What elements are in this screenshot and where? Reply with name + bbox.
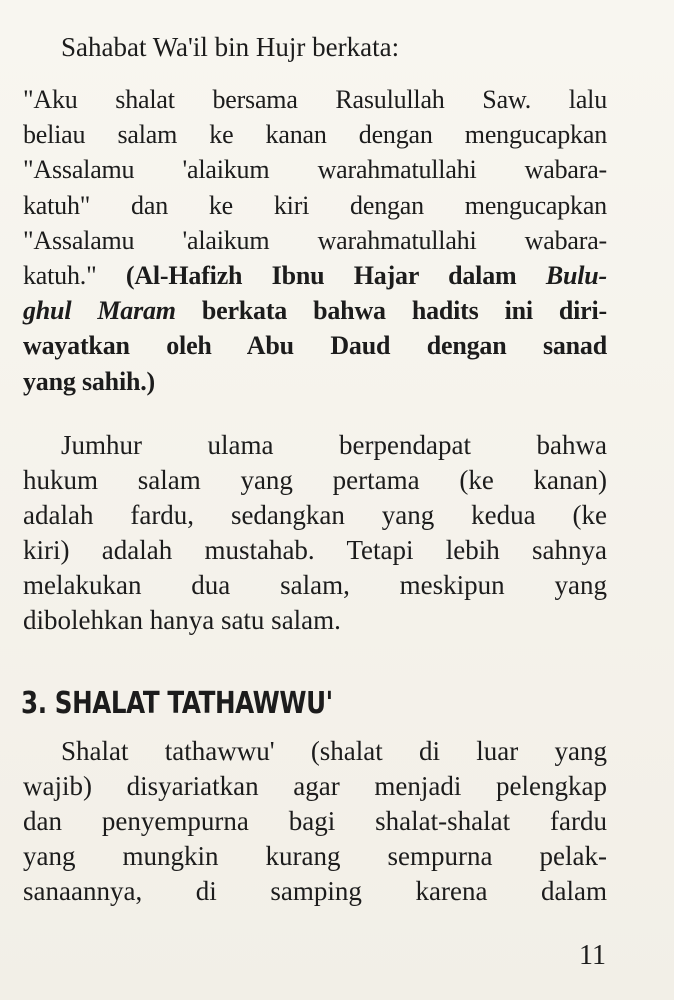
quote-line-plain: katuh." [23,261,126,291]
paragraph-line: melakukan dua salam, meskipun yang [23,570,607,600]
section-heading: 3. SHALAT TATHAWWU' [21,686,333,721]
quote-line [23,258,607,293]
quote-line: "Assalamu 'alaikum warahmatullahi wabara- [23,155,607,185]
quote-line [23,364,607,399]
paragraph-line: dan penyempurna bagi shalat-shalat fardu [23,806,607,836]
tathawwu-paragraph [23,734,607,909]
paragraph-line: Shalat tathawwu' (shalat di luar yang [61,736,607,766]
quote-line [23,328,607,363]
quote-line: beliau salam ke kanan dengan mengucapkan [23,120,607,150]
quote-line: katuh" dan ke kiri dengan mengucapkan [23,190,607,220]
book-title: ghul Maram [23,296,176,326]
paragraph-line: dibolehkan hanya satu salam. [23,605,341,635]
citation-text: yang sahih.) [23,366,155,396]
paragraph-line: wajib) disyariatkan agar menjadi pelengkap [23,771,607,801]
paragraph-line: kiri) adalah mustahab. Tetapi lebih sahnya [23,535,607,565]
paragraph-line: hukum salam yang pertama (ke kanan) [23,465,607,495]
citation-text: (Al-Hafizh Ibnu Hajar dalam [125,261,546,291]
citation-text: berkata bahwa hadits ini diri- [175,296,607,326]
paragraph-line: yang mungkin kurang sempurna pelak- [23,841,607,871]
page-number: 11 [579,940,606,971]
book-title: Bulu- [545,261,607,291]
paragraph-line: Jumhur ulama berpendapat bahwa [61,430,607,460]
jumhur-paragraph [23,428,607,638]
quote-line: "Assalamu 'alaikum warahmatullahi wabara- [23,225,607,255]
citation-text: wayatkan oleh Abu Daud dengan sanad [23,331,607,361]
intro-paragraph [23,30,607,65]
hadith-quote [23,82,607,399]
quote-line [23,293,607,328]
quote-line: "Aku shalat bersama Rasulullah Saw. lalu [23,85,607,114]
paragraph-line: adalah fardu, sedangkan yang kedua (ke [23,500,607,530]
intro-text: Sahabat Wa'il bin Hujr berkata: [61,32,400,62]
paragraph-line: sanaannya, di samping karena dalam [23,876,607,906]
